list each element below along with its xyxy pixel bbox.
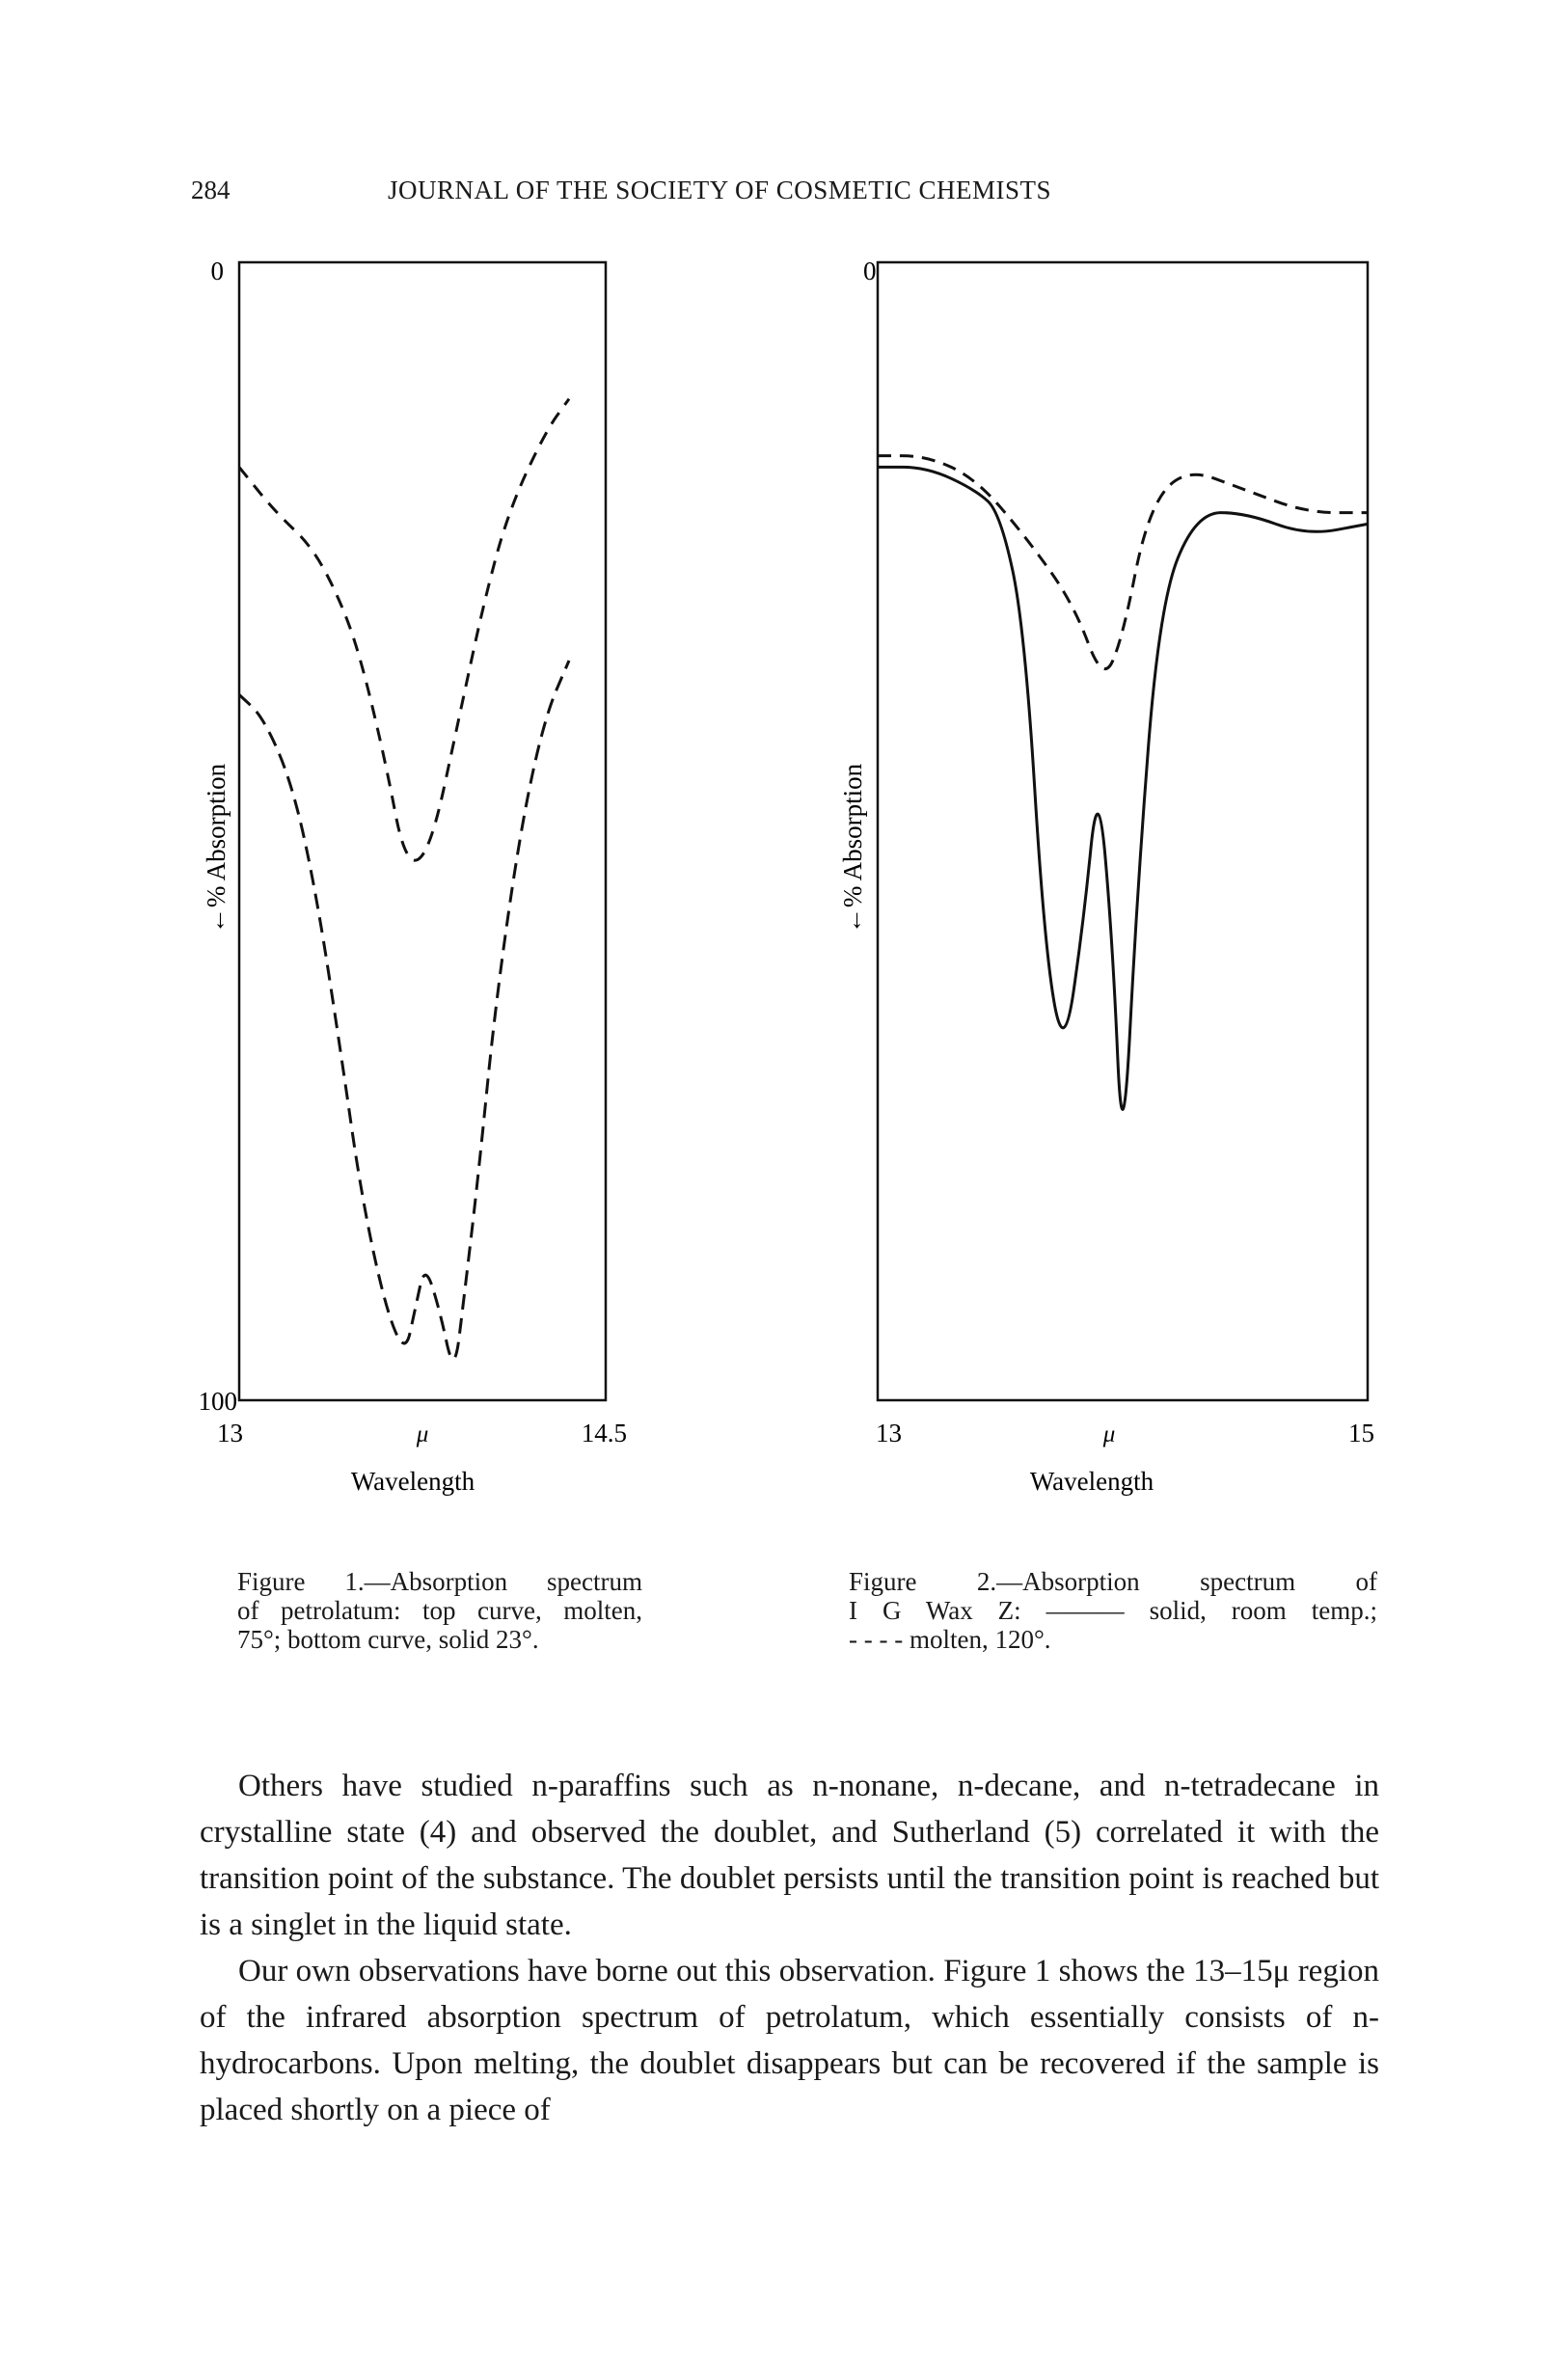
page-number: 284 bbox=[191, 176, 231, 204]
figure-1-x-tick-right: 14.5 bbox=[581, 1419, 627, 1447]
figure-1-y-top-label: 0 bbox=[210, 257, 224, 285]
figure-1-x-axis-label: Wavelength bbox=[350, 1467, 475, 1496]
figure-1-caption-line: 75°; bottom curve, solid 23°. bbox=[237, 1625, 539, 1655]
figure-2-x-unit: μ bbox=[1102, 1421, 1116, 1447]
figure-1-molten-curve bbox=[239, 399, 569, 860]
figure-2-solid-curve bbox=[878, 467, 1368, 1109]
figure-2-frame bbox=[878, 262, 1368, 1400]
figure-2-x-tick-right: 15 bbox=[1348, 1419, 1374, 1447]
journal-title: JOURNAL OF THE SOCIETY OF COSMETIC CHEMISTS bbox=[388, 176, 1052, 204]
figure-1-x-tick-left: 13 bbox=[217, 1419, 243, 1447]
figure-1-caption bbox=[237, 1567, 642, 1655]
figure-2-y-top-label: 0 bbox=[863, 257, 877, 285]
figure-1-solid-curve bbox=[239, 661, 569, 1359]
body-text bbox=[200, 1763, 1379, 2133]
figure-2 bbox=[838, 257, 1374, 1496]
figure-1-y-axis-label: ←% Absorption bbox=[202, 763, 231, 934]
figure-2-caption-line: Figure 2.—Absorption spectrum of bbox=[849, 1567, 1377, 1596]
figure-1 bbox=[199, 257, 628, 1496]
figure-2-molten-curve bbox=[878, 456, 1368, 669]
figure-2-x-tick-left: 13 bbox=[876, 1419, 902, 1447]
figure-1-x-unit: μ bbox=[416, 1421, 429, 1447]
body-paragraph-2: Our own observations have borne out this observation. Figure 1 shows the 13–15μ region of the infrared absorption spectrum of petrolatum, which essentially consists of n-hydrocarbons. Upon melting, the doublet disappears but can be recovered if the sample is placed shortly on a piece of bbox=[200, 1954, 1379, 2127]
figure-2-caption-line: I G Wax Z: ——— solid, room temp.; bbox=[849, 1596, 1377, 1626]
figure-2-x-axis-label: Wavelength bbox=[1029, 1467, 1154, 1496]
figure-1-y-bottom-label: 100 bbox=[198, 1387, 237, 1416]
body-paragraph-1: Others have studied n-paraffins such as n-nonane, n-decane, and n-tetradecane in crystalline state (4) and observed the doublet, and Sutherland (5) correlated it with the transition point of the substance. The doublet persists until the transition point is reached but is a singlet in the liquid state. bbox=[200, 1769, 1379, 1942]
figure-1-caption-line: Figure 1.—Absorption spectrum bbox=[237, 1567, 642, 1596]
figure-2-y-axis-label: ←% Absorption bbox=[838, 763, 867, 934]
figure-1-frame bbox=[239, 262, 606, 1400]
figure-2-caption-line: - - - - molten, 120°. bbox=[849, 1625, 1051, 1655]
figure-1-caption-line: of petrolatum: top curve, molten, bbox=[237, 1596, 642, 1626]
figure-2-caption bbox=[849, 1567, 1377, 1655]
